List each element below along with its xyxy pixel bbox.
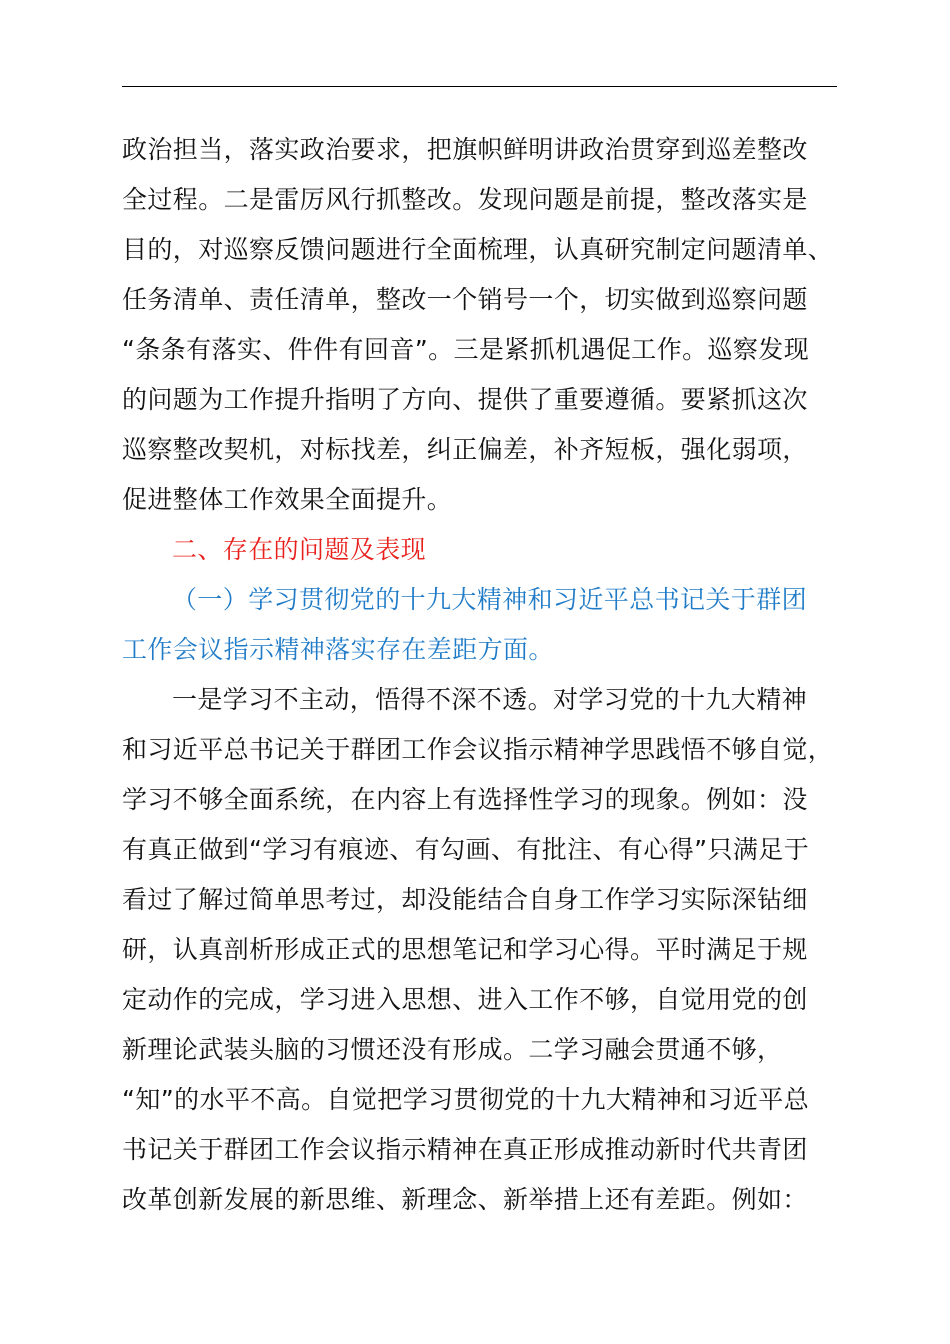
body-paragraph-line: 一是学习不主动，悟得不深不透。对学习党的十九大精神 xyxy=(172,685,808,714)
body-paragraph-line: 定动作的完成，学习进入思想、进入工作不够，自觉用党的创 xyxy=(122,985,808,1014)
subsection-heading: （一）学习贯彻党的十九大精神和习近平总书记关于群团 xyxy=(172,585,808,614)
body-paragraph-line: 目的，对巡察反馈问题进行全面梳理，认真研究制定问题清单、 xyxy=(122,235,834,264)
subsection-heading-continued: 工作会议指示精神落实存在差距方面。 xyxy=(122,635,554,664)
body-paragraph-line: 看过了解过简单思考过，却没能结合自身工作学习实际深钻细 xyxy=(122,885,808,914)
body-paragraph-line: “知”的水平不高。自觉把学习贯彻党的十九大精神和习近平总 xyxy=(122,1085,810,1114)
section-heading: 二、存在的问题及表现 xyxy=(172,535,427,564)
body-paragraph-line: 学习不够全面系统，在内容上有选择性学习的现象。例如：没 xyxy=(122,785,808,814)
body-paragraph-line: “条条有落实、件件有回音”。三是紧抓机遇促工作。巡察发现 xyxy=(122,335,810,364)
body-paragraph-line: 和习近平总书记关于群团工作会议指示精神学思践悟不够自觉， xyxy=(122,735,834,764)
body-paragraph-line: 研，认真剖析形成正式的思想笔记和学习心得。平时满足于规 xyxy=(122,935,808,964)
body-paragraph-line: 改革创新发展的新思维、新理念、新举措上还有差距。例如： xyxy=(122,1185,808,1214)
body-paragraph-line: 巡察整改契机，对标找差，纠正偏差，补齐短板，强化弱项， xyxy=(122,435,808,464)
document-body xyxy=(122,125,842,1225)
body-paragraph-line: 全过程。二是雷厉风行抓整改。发现问题是前提，整改落实是 xyxy=(122,185,808,214)
body-paragraph-line: 促进整体工作效果全面提升。 xyxy=(122,485,453,514)
header-rule xyxy=(122,86,837,87)
body-paragraph-line: 有真正做到“学习有痕迹、有勾画、有批注、有心得”只满足于 xyxy=(122,835,810,864)
body-paragraph-line: 新理论武装头脑的习惯还没有形成。二学习融会贯通不够， xyxy=(122,1035,783,1064)
body-paragraph-line: 的问题为工作提升指明了方向、提供了重要遵循。要紧抓这次 xyxy=(122,385,808,414)
body-paragraph-line: 书记关于群团工作会议指示精神在真正形成推动新时代共青团 xyxy=(122,1135,808,1164)
body-paragraph-line: 任务清单、责任清单，整改一个销号一个，切实做到巡察问题 xyxy=(122,285,808,314)
body-paragraph-line: 政治担当，落实政治要求，把旗帜鲜明讲政治贯穿到巡差整改 xyxy=(122,135,808,164)
